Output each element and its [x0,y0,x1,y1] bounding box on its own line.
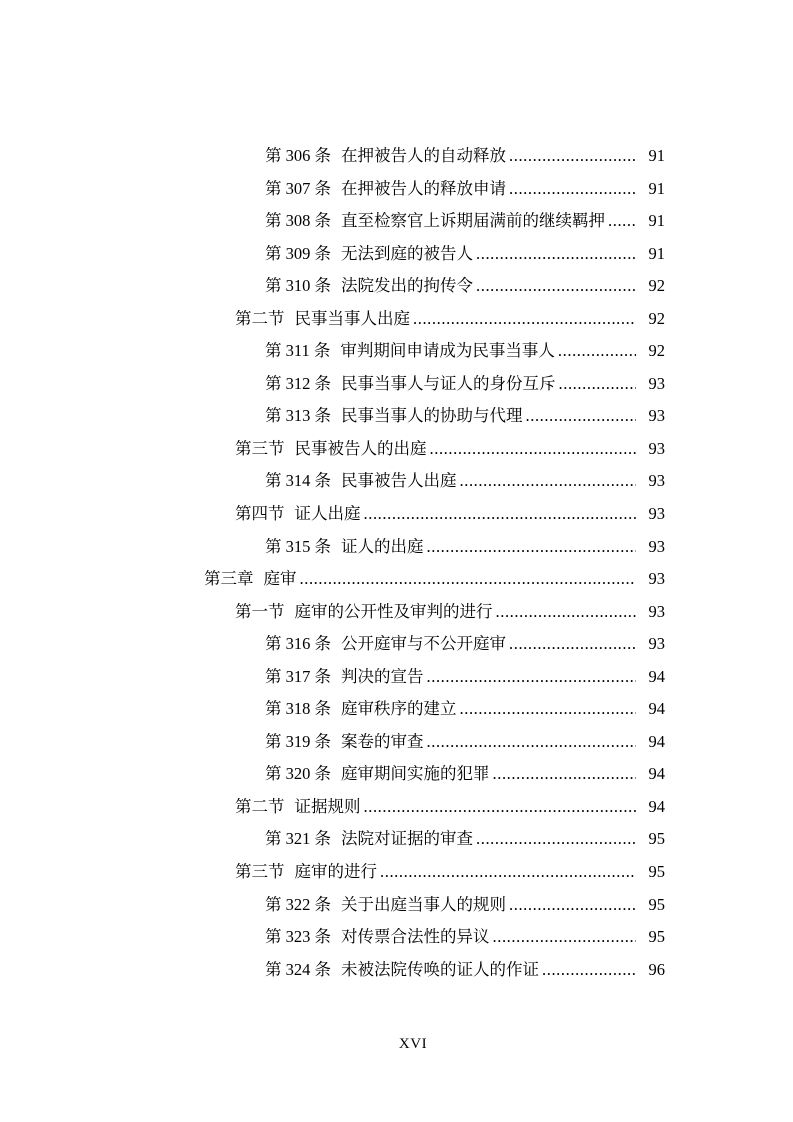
dot-leader [460,693,637,726]
toc-entry-number: 第二节 [235,308,285,328]
dot-leader [300,563,637,596]
toc-entry [204,628,665,661]
toc-entry [204,433,665,466]
toc-entry [204,889,665,922]
toc-entry [204,400,665,433]
toc-entry-title: 证人出庭 [294,504,361,524]
toc-entry-title: 证人的出庭 [341,536,424,556]
toc-entry-number: 第 309 条 [265,243,331,263]
dot-leader [476,823,636,856]
dot-leader [476,238,636,271]
toc-entry [204,856,665,889]
toc-entry-number: 第 321 条 [265,829,331,849]
toc-entry-number: 第三节 [235,438,285,458]
toc-entry [204,823,665,856]
toc-entry-title: 直至检察官上诉期届满前的继续羁押 [341,211,605,231]
toc-entry-number: 第 320 条 [265,764,331,784]
toc-entry-title: 庭审期间实施的犯罪 [341,764,490,784]
toc-entry-number: 第 317 条 [265,666,331,686]
dot-leader [460,465,637,498]
dot-leader [608,205,636,238]
dot-leader [430,433,637,466]
toc-entry-page: 92 [648,276,665,296]
toc-entry [204,921,665,954]
dot-leader [509,140,636,173]
toc-entry-number: 第 307 条 [265,178,331,198]
toc-entry-title: 审判期间申请成为民事当事人 [340,341,555,361]
toc-entry-title: 民事被告人出庭 [341,471,457,491]
toc-entry-page: 95 [648,894,665,914]
toc-entry-page: 91 [648,178,665,198]
toc-entry-title: 公开庭审与不公开庭审 [341,634,506,654]
footer-page-number: XVI [398,1036,428,1052]
dot-leader [559,368,637,401]
toc-entry-page: 93 [648,438,665,458]
toc-entry-number: 第 324 条 [265,959,331,979]
toc-entry [204,303,665,336]
toc-entry-page: 93 [648,569,665,589]
toc-entry [204,173,665,206]
toc-entry [204,791,665,824]
toc-entry [204,726,665,759]
toc-entry-number: 第三章 [204,569,254,589]
toc-entry-title: 庭审 [263,569,297,589]
dot-leader [509,173,636,206]
dot-leader [493,921,637,954]
toc-entry-title: 法院发出的拘传令 [341,276,473,296]
toc-entry-title: 法院对证据的审查 [341,829,473,849]
toc-entry-page: 91 [648,211,665,231]
toc-entry-number: 第一节 [235,601,285,621]
toc-entry [204,531,665,564]
toc-entry-number: 第 322 条 [265,894,331,914]
toc-entry-title: 关于出庭当事人的规则 [341,894,506,914]
dot-leader [427,661,637,694]
toc-entry [204,661,665,694]
toc-entry-page: 95 [648,927,665,947]
toc-entry-title: 庭审的公开性及审判的进行 [294,601,493,621]
toc-entry-page: 91 [648,243,665,263]
toc-entry-number: 第 319 条 [265,731,331,751]
toc-entry [204,238,665,271]
toc-entry-number: 第 314 条 [265,471,331,491]
dot-leader [427,531,637,564]
dot-leader [493,758,637,791]
toc-entry-number: 第 323 条 [265,927,331,947]
toc-entry-page: 96 [648,959,665,979]
toc-entry [204,270,665,303]
toc-entry-number: 第 308 条 [265,211,331,231]
toc-entry-page: 94 [648,764,665,784]
toc-entry-page: 94 [648,666,665,686]
toc-entry-page: 92 [648,308,665,328]
toc-entry-title: 判决的宣告 [341,666,424,686]
toc-entry-title: 民事当事人的协助与代理 [341,406,523,426]
toc-entry-page: 92 [648,341,665,361]
toc-entry-number: 第 315 条 [265,536,331,556]
toc-entry [204,368,665,401]
dot-leader [526,400,637,433]
dot-leader [509,889,636,922]
dot-leader [413,303,636,336]
toc-entry-number: 第 312 条 [265,373,331,393]
toc-entry-page: 91 [648,146,665,165]
toc-entry [204,693,665,726]
toc-entry-title: 案卷的审查 [341,731,424,751]
toc-entry-page: 93 [648,373,665,393]
toc-entry-page: 93 [648,634,665,654]
toc-entry [204,335,665,368]
toc-entry [204,205,665,238]
dot-leader [476,270,636,303]
toc-entry-page: 93 [648,406,665,426]
toc-entry-title: 民事当事人出庭 [294,308,410,328]
dot-leader [364,498,637,531]
toc-entry-title: 民事被告人的出庭 [294,438,427,458]
toc-entry [204,596,665,629]
toc-entry-page: 93 [648,471,665,491]
toc-entry-title: 在押被告人的自动释放 [341,146,506,165]
toc-entry-page: 94 [648,699,665,719]
toc-entry-page: 93 [648,504,665,524]
toc-entry [204,563,665,596]
toc-entry-page: 95 [648,862,665,882]
dot-leader [496,596,637,629]
dot-leader [364,791,637,824]
dot-leader [558,335,636,368]
toc-entry [204,758,665,791]
toc-entry-title: 无法到庭的被告人 [341,243,473,263]
toc-entry-title: 在押被告人的释放申请 [341,178,506,198]
toc-entry-title: 证据规则 [294,796,361,816]
dot-leader [380,856,636,889]
toc-entry-title: 对传票合法性的异议 [341,927,490,947]
dot-leader [509,628,636,661]
toc-entry-page: 95 [648,829,665,849]
dot-leader [542,954,636,987]
toc-entry-page: 93 [648,536,665,556]
toc-entry-number: 第 316 条 [265,634,331,654]
toc-entry-number: 第 313 条 [265,406,331,426]
toc-entry-number: 第 311 条 [265,341,331,361]
dot-leader [427,726,637,759]
toc-entry-title: 庭审的进行 [294,862,377,882]
toc-entry-number: 第四节 [235,504,285,524]
toc-entry [204,465,665,498]
toc-entry [204,140,665,173]
toc-entry-page: 94 [648,796,665,816]
toc-entry-title: 民事当事人与证人的身份互斥 [341,373,556,393]
toc-list [204,140,665,986]
toc-entry-number: 第二节 [235,796,285,816]
toc-entry-title: 未被法院传唤的证人的作证 [341,959,539,979]
toc-entry-number: 第三节 [235,862,285,882]
toc-entry-number: 第 310 条 [265,276,331,296]
toc-entry [204,954,665,987]
toc-entry-title: 庭审秩序的建立 [341,699,457,719]
toc-entry-number: 第 318 条 [265,699,331,719]
toc-entry-number: 第 306 条 [265,146,331,165]
toc-entry-page: 93 [648,601,665,621]
toc-entry-page: 94 [648,731,665,751]
toc-entry [204,498,665,531]
